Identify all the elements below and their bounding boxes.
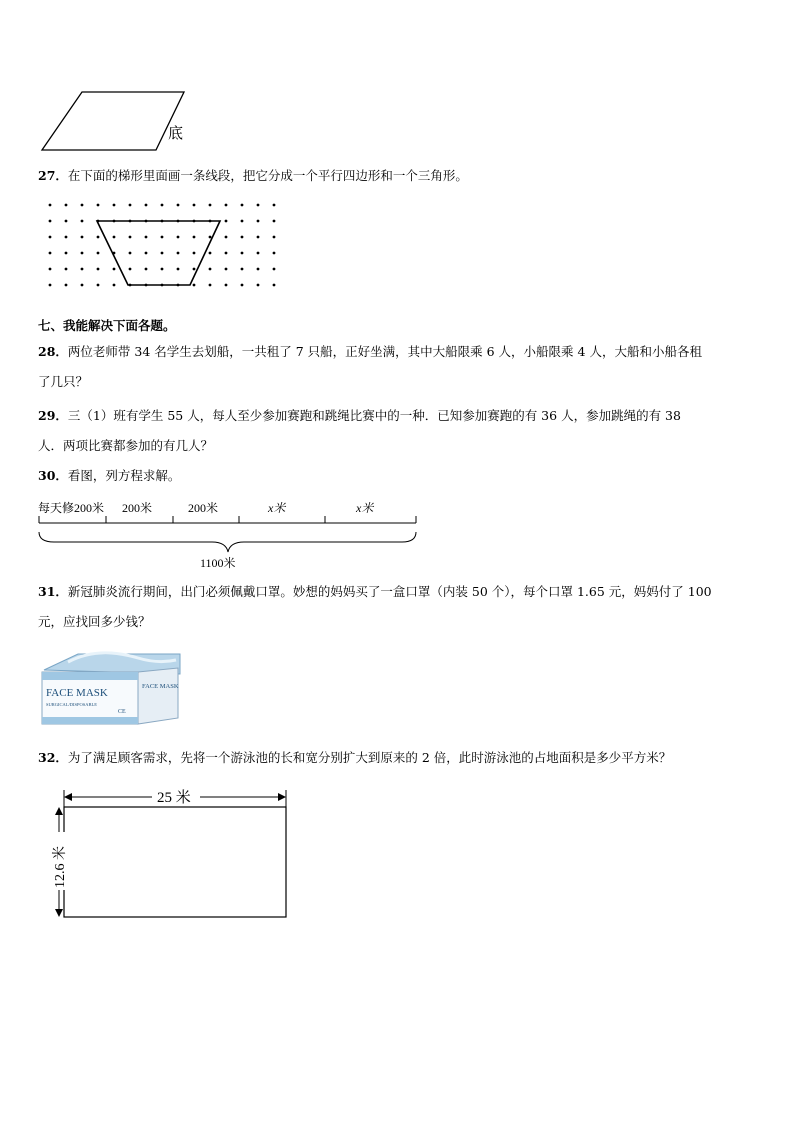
grid-dot [273, 268, 276, 271]
grid-dot [225, 252, 228, 255]
pool-rectangle [64, 807, 286, 917]
grid-dot [257, 236, 260, 239]
question-29-line1 [38, 408, 681, 424]
grid-dot [97, 268, 100, 271]
mask-brand: FACE MASK [46, 687, 108, 699]
grid-dot [241, 252, 244, 255]
grid-dot [49, 268, 52, 271]
parallelogram-base-label: 底 [168, 126, 184, 142]
question-29-line2: 人．两项比赛都参加的有几人？ [38, 438, 214, 453]
question-text: 为了满足顾客需求，先将一个游泳池的长和宽分别扩大到原来的 2 倍，此时游泳池的占地面积是多少平方米？ [67, 750, 672, 765]
grid-dot [129, 252, 132, 255]
face-mask-box-image [38, 644, 183, 729]
question-text: 两位老师带 34 名学生去划船，一共租了 7 只船，正好坐满，其中大船限乘 6 人，小船限乘 4 人，大船和小船各租 [67, 344, 702, 359]
grid-dot [193, 252, 196, 255]
pool-diagram [44, 786, 304, 926]
question-text: 新冠肺炎流行期间，出门必须佩戴口罩。妙想的妈妈买了一盒口罩（内装 50 个），每个口罩 1.65 元，妈妈付了 100 [67, 584, 712, 599]
dot-grid [49, 204, 276, 287]
grid-dot [257, 284, 260, 287]
grid-dot [257, 204, 260, 207]
grid-dot [65, 204, 68, 207]
question-31-line1 [38, 584, 712, 600]
grid-dot [129, 236, 132, 239]
segment-label-1: 每天修200米 [38, 501, 105, 515]
grid-dot [81, 268, 84, 271]
grid-dot [145, 252, 148, 255]
grid-dot [257, 252, 260, 255]
grid-dot [225, 236, 228, 239]
grid-dot [65, 284, 68, 287]
question-number: 31． [38, 584, 68, 599]
mask-subtitle: SURGICAL/DISPOSABLE [46, 702, 98, 707]
grid-dot [49, 252, 52, 255]
grid-dot [177, 204, 180, 207]
grid-dot [209, 284, 212, 287]
grid-dot [225, 220, 228, 223]
grid-dot [113, 284, 116, 287]
grid-dot [177, 268, 180, 271]
pool-length-label: 25 米 [157, 790, 191, 806]
grid-dot [65, 220, 68, 223]
grid-dot [49, 236, 52, 239]
question-31-line2: 元，应找回多少钱？ [38, 614, 151, 629]
grid-dot [113, 204, 116, 207]
segment-label-2: 200米 [122, 501, 153, 515]
section-7-title: 七、我能解决下面各题。 [38, 318, 176, 333]
grid-dot [241, 204, 244, 207]
grid-dot [209, 268, 212, 271]
segment-label-5: x米 [356, 501, 374, 515]
grid-dot [193, 204, 196, 207]
mask-side-brand: FACE MASK [142, 683, 179, 690]
grid-dot [241, 268, 244, 271]
grid-dot [65, 268, 68, 271]
grid-dot [97, 284, 100, 287]
grid-dot [97, 204, 100, 207]
dot-grid-trapezoid [40, 198, 300, 308]
grid-dot [241, 236, 244, 239]
grid-dot [193, 268, 196, 271]
grid-dot [273, 220, 276, 223]
grid-dot [225, 284, 228, 287]
grid-dot [177, 252, 180, 255]
question-number: 28． [38, 344, 68, 359]
grid-dot [209, 204, 212, 207]
grid-dot [177, 236, 180, 239]
question-28-line2: 了几只？ [38, 374, 89, 389]
grid-dot [65, 252, 68, 255]
grid-dot [273, 236, 276, 239]
grid-dot [273, 204, 276, 207]
grid-dot [161, 268, 164, 271]
grid-dot [225, 268, 228, 271]
grid-dot [49, 284, 52, 287]
grid-dot [257, 220, 260, 223]
trapezoid [97, 221, 220, 285]
grid-dot [145, 236, 148, 239]
grid-dot [161, 204, 164, 207]
question-28-line1 [38, 344, 702, 360]
segment-label-3: 200米 [188, 501, 219, 515]
grid-dot [81, 252, 84, 255]
grid-dot [113, 236, 116, 239]
question-30 [38, 468, 180, 484]
grid-dot [161, 236, 164, 239]
grid-dot [209, 252, 212, 255]
question-text: 看图，列方程求解。 [67, 468, 181, 483]
question-text: 三（1）班有学生 55 人，每人至少参加赛跑和跳绳比赛中的一种．已知参加赛跑的有 36 人，参加跳绳的有 38 [67, 408, 681, 423]
question-number: 32． [38, 750, 68, 765]
grid-dot [241, 284, 244, 287]
total-brace [39, 532, 416, 552]
question-number: 27． [38, 168, 68, 183]
parallelogram-figure [36, 86, 206, 156]
grid-dot [113, 268, 116, 271]
pool-width-label: 12.6 米 [53, 846, 68, 888]
grid-dot [49, 204, 52, 207]
grid-dot [97, 236, 100, 239]
total-label: 1100米 [200, 556, 236, 570]
question-text: 在下面的梯形里面画一条线段，把它分成一个平行四边形和一个三角形。 [67, 168, 468, 183]
grid-dot [81, 204, 84, 207]
grid-dot [257, 268, 260, 271]
grid-dot [129, 268, 132, 271]
grid-dot [145, 268, 148, 271]
grid-dot [81, 284, 84, 287]
grid-dot [193, 284, 196, 287]
question-number: 29． [38, 408, 68, 423]
grid-dot [209, 236, 212, 239]
grid-dot [225, 204, 228, 207]
question-number: 30． [38, 468, 68, 483]
grid-dot [49, 220, 52, 223]
grid-dot [81, 236, 84, 239]
grid-dot [273, 284, 276, 287]
question-32 [38, 750, 671, 766]
segment-diagram [36, 494, 426, 574]
grid-dot [273, 252, 276, 255]
grid-dot [97, 252, 100, 255]
grid-dot [65, 236, 68, 239]
grid-dot [241, 220, 244, 223]
grid-dot [193, 236, 196, 239]
grid-dot [81, 220, 84, 223]
question-27 [38, 168, 468, 184]
mask-ce: CE [118, 709, 126, 715]
grid-dot [145, 204, 148, 207]
segment-label-4: x米 [268, 501, 286, 515]
grid-dot [129, 204, 132, 207]
grid-dot [161, 252, 164, 255]
